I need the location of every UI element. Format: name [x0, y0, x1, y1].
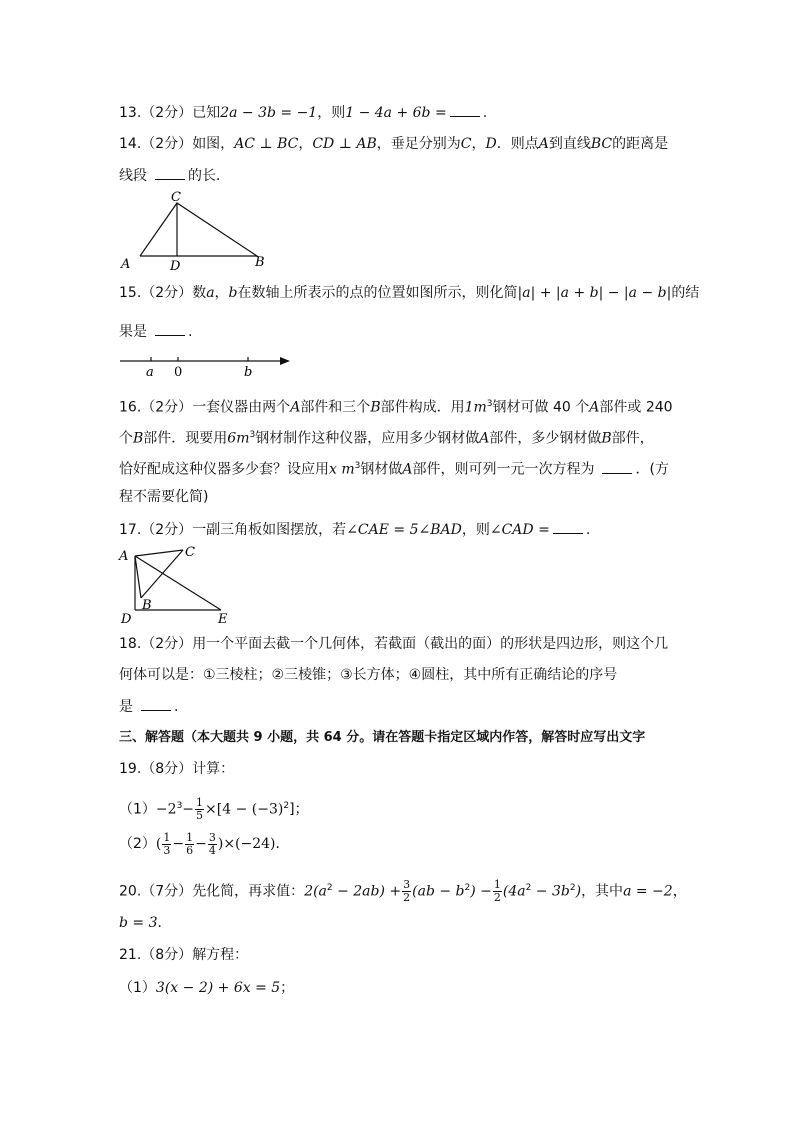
label-b: b [244, 365, 253, 380]
question-14-line-2: 线段 的长． [119, 165, 230, 186]
label-c: C [185, 545, 195, 560]
label-a: a [146, 365, 154, 380]
question-14: 14.（2分）如图，AC ⊥ BC，CD ⊥ AB，垂足分别为C，D．则点A到直线BC的距离是 [119, 136, 669, 152]
label-d: D [170, 259, 181, 272]
figure-15-number-line [115, 350, 295, 380]
segment-cb [141, 550, 183, 598]
answer-blank[interactable] [141, 696, 171, 711]
question-16: 16.（2分）一套仪器由两个A部件和三个B部件构成．用$1m^3$钢材可做 40 个A部件或 240 [119, 399, 673, 416]
question-18: 18.（2分）用一个平面去截一个几何体，若截面（截出的面）的形状是四边形，则这个几 [119, 636, 669, 652]
question-16-line-3: 恰好配成这种仪器多少套？设应用x $m^3$钢材做A部件，则可列一元一次方程为 ．(方 [119, 456, 669, 480]
triangle-abc [140, 203, 257, 256]
question-18-line-2: 何体可以是：①三棱柱；②三棱锥；③长方体；④圆柱，其中所有正确结论的序号 [119, 667, 618, 683]
label-a: A [119, 549, 129, 564]
answer-blank[interactable] [155, 165, 185, 180]
fraction: $\frac{1}{5}$ [196, 796, 204, 823]
figure-14-triangle [115, 190, 275, 272]
question-19-part-2: （2）( $\frac{1}{3}$ − $\frac{1}{6}$ − $\frac{3}{4}$ )×(−24)． [119, 830, 290, 857]
answer-blank[interactable] [553, 519, 583, 534]
question-20-line-2: b = 3． [119, 915, 172, 931]
figure-17-set-squares [115, 540, 245, 628]
question-15: 15.（2分）数a，b在数轴上所表示的点的位置如图所示，则化简|a| + |a + b| − |a − b|的结 [119, 285, 700, 301]
question-16-line-2: 个B部件．现要用$6m^3$钢材制作这种仪器，应用多少钢材做A部件，多少钢材做B部件， [119, 430, 654, 447]
answer-blank[interactable] [450, 102, 480, 117]
answer-blank[interactable] [602, 459, 632, 474]
label-d: D [121, 612, 132, 627]
question-20: 20.（7分）先化简，再求值：$2(a^2 - 2ab)$ + $\frac{3}{2}$ $(ab - b^2)$ − $\frac{1}{2}$ $(4a^2 - 3b^2)$，其中a = −2， [119, 878, 687, 905]
label-zero: 0 [174, 365, 183, 380]
question-13: 13.（2分）已知2a − 3b = −1，则1 − 4a + 6b = . [119, 102, 487, 123]
label-a: A [121, 257, 131, 272]
question-19: 19.（8分）计算： [119, 761, 235, 777]
question-15-line-2: 果是 . [119, 321, 192, 342]
question-21-part-1: （1）3(x − 2) + 6x = 5； [119, 980, 295, 996]
points: （2分） [141, 105, 193, 121]
segment-ab [135, 556, 141, 598]
arrow-right-icon [280, 357, 290, 365]
question-number: 13. [119, 105, 142, 121]
answer-blank[interactable] [155, 321, 185, 336]
section-heading: 三、解答题（本大题共 9 小题，共 64 分。请在答题卡指定区域内作答，解答时应写出文字 [119, 730, 646, 745]
label-e: E [218, 612, 228, 627]
segment-ac [135, 550, 183, 556]
label-b: B [255, 255, 265, 270]
label-b: B [142, 598, 152, 613]
question-21: 21.（8分）解方程： [119, 947, 249, 963]
question-19-part-1: $(1)-2^3-$ $\frac{1}{5}$ $\times[4 - (-3)^2]$； [119, 796, 309, 823]
label-c: C [171, 190, 181, 205]
question-18-line-3: 是 . [119, 696, 178, 717]
question-16-line-4: 程不需要化简) [119, 489, 209, 505]
question-17: 17.（2分）一副三角板如图摆放，若∠CAE = 5∠BAD，则∠CAD = . [119, 519, 590, 540]
